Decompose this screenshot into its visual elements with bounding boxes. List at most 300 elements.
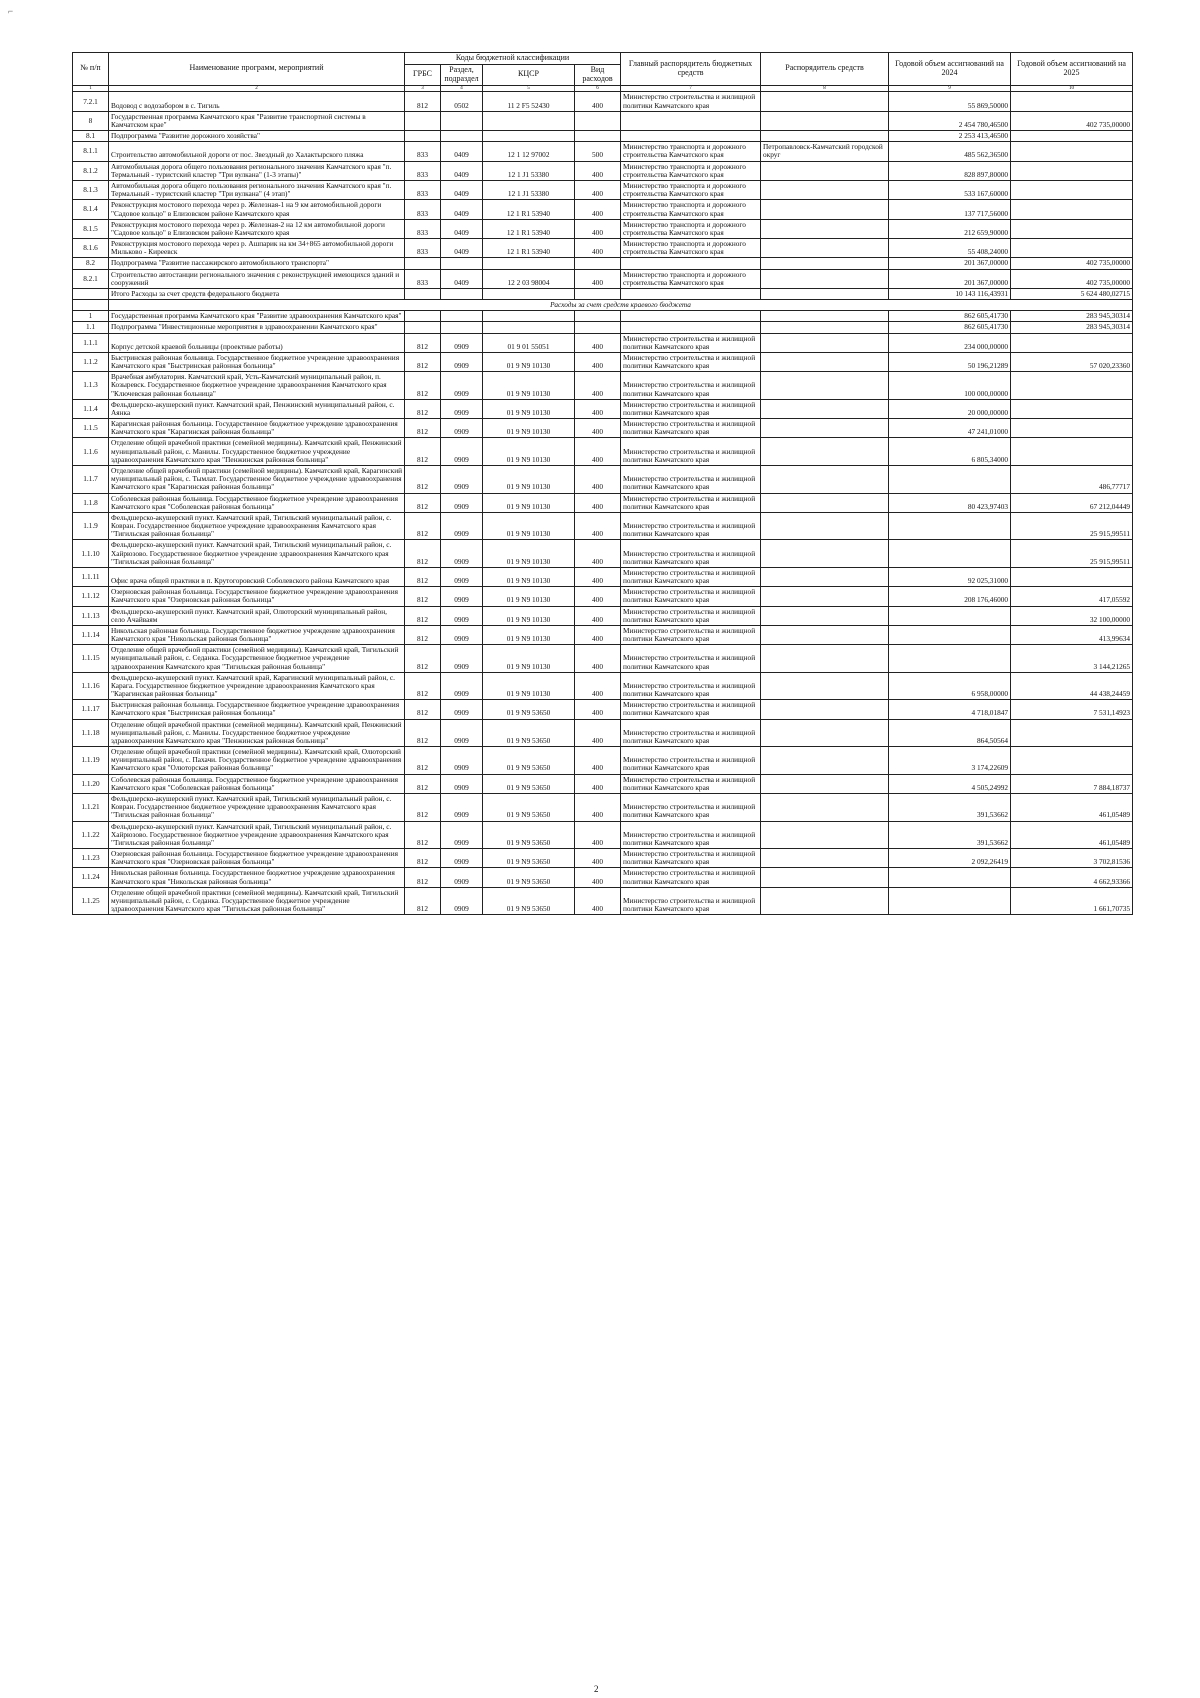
- table-row: [73, 352, 1133, 371]
- row-number: 1.1.13: [73, 606, 109, 625]
- row-glavn: Министерство строительства и жилищной политики Камчатского края: [621, 747, 761, 775]
- row-name: Отделение общей врачебной практики (семейной медицины). Камчатский край, Тигильский муниципальный район, с. Седанка. Государственное бюджетное учреждение здравоохранения Камчатского края "Тигильская районная больница": [109, 645, 405, 673]
- row-name: Подпрограмма "Развитие дорожного хозяйства": [109, 131, 405, 142]
- row-2024: 2 454 780,46500: [889, 111, 1011, 130]
- row-number: 1.1.25: [73, 887, 109, 915]
- row-glavn: Министерство строительства и жилищной политики Камчатского края: [621, 438, 761, 466]
- row-kcsr: 01 9 N9 10130: [483, 352, 575, 371]
- row-razdel: 0909: [441, 606, 483, 625]
- row-name: Государственная программа Камчатского края "Развитие транспортной системы в Камчатском крае": [109, 111, 405, 130]
- row-grbs: 812: [405, 747, 441, 775]
- table-row: [73, 399, 1133, 418]
- row-glavn: Министерство строительства и жилищной политики Камчатского края: [621, 493, 761, 512]
- row-vid: 400: [575, 774, 621, 793]
- table-row: [73, 419, 1133, 438]
- table-row: [73, 111, 1133, 130]
- row-glavn: Министерство строительства и жилищной политики Камчатского края: [621, 821, 761, 849]
- row-name: Строительство автостанции регионального значения с реконструкцией имеющихся зданий и сооружений: [109, 269, 405, 288]
- row-number: 8.2.1: [73, 269, 109, 288]
- row-2025: 283 945,30314: [1011, 322, 1133, 333]
- header-name: Наименование программ, мероприятий: [109, 53, 405, 86]
- row-name: Реконструкция мостового перехода через р. Железная-1 на 9 км автомобильной дороги "Садовое кольцо" в Елизовском районе Камчатского края: [109, 200, 405, 219]
- column-index-cell: 5: [483, 85, 575, 92]
- row-grbs: 812: [405, 672, 441, 700]
- row-kcsr: [483, 258, 575, 269]
- row-glavn: Министерство строительства и жилищной политики Камчатского края: [621, 794, 761, 822]
- row-raspor: [761, 288, 889, 299]
- row-2025: [1011, 719, 1133, 747]
- row-2024: 6 805,34000: [889, 438, 1011, 466]
- row-2024: 533 167,60000: [889, 181, 1011, 200]
- row-grbs: 812: [405, 700, 441, 719]
- row-number: 1.1.16: [73, 672, 109, 700]
- row-vid: 400: [575, 219, 621, 238]
- row-2024: [889, 887, 1011, 915]
- row-2025: 57 020,23360: [1011, 352, 1133, 371]
- row-grbs: 812: [405, 587, 441, 606]
- row-grbs: 812: [405, 868, 441, 887]
- row-2024: 208 176,46000: [889, 587, 1011, 606]
- row-raspor: [761, 719, 889, 747]
- row-vid: 400: [575, 887, 621, 915]
- row-raspor: [761, 352, 889, 371]
- row-name: Фельдшерско-акушерский пункт. Камчатский край, Тигильский муниципальный район, с. Ковран. Государственное бюджетное учреждение здравоохранения Камчатского края "Тигильская районная больница": [109, 512, 405, 540]
- row-name: Озерновская районная больница. Государственное бюджетное учреждение здравоохранения Камчатского края "Озерновская районная больница": [109, 849, 405, 868]
- row-kcsr: 01 9 N9 10130: [483, 645, 575, 673]
- row-number: [73, 288, 109, 299]
- table-row: [73, 161, 1133, 180]
- table-row: [73, 219, 1133, 238]
- row-razdel: 0909: [441, 821, 483, 849]
- row-raspor: [761, 606, 889, 625]
- row-glavn: Министерство транспорта и дорожного строительства Камчатского края: [621, 200, 761, 219]
- row-glavn: Министерство строительства и жилищной политики Камчатского края: [621, 333, 761, 352]
- row-kcsr: 01 9 01 55051: [483, 333, 575, 352]
- row-kcsr: 12 1 R1 53940: [483, 200, 575, 219]
- row-vid: 400: [575, 540, 621, 568]
- row-razdel: 0909: [441, 887, 483, 915]
- row-raspor: [761, 512, 889, 540]
- row-number: 1: [73, 311, 109, 322]
- column-index-cell: 3: [405, 85, 441, 92]
- row-razdel: [441, 311, 483, 322]
- row-name: Офис врача общей практики в п. Крутогоровский Соболевского района Камчатского края: [109, 567, 405, 586]
- row-name: Никольская районная больница. Государственное бюджетное учреждение здравоохранения Камчатского края "Никольская районная больница": [109, 868, 405, 887]
- row-kcsr: [483, 111, 575, 130]
- row-glavn: Министерство транспорта и дорожного строительства Камчатского края: [621, 239, 761, 258]
- row-2024: [889, 512, 1011, 540]
- row-number: 1.1.5: [73, 419, 109, 438]
- row-number: 1.1.1: [73, 333, 109, 352]
- row-name: Врачебная амбулатория. Камчатский край, Усть-Камчатский муниципальный район, п. Козыревск. Государственное бюджетное учреждение здравоохранения Камчатского края "Ключевская районная больница": [109, 372, 405, 400]
- row-grbs: 833: [405, 181, 441, 200]
- row-vid: 400: [575, 269, 621, 288]
- row-grbs: 833: [405, 161, 441, 180]
- row-glavn: Министерство строительства и жилищной политики Камчатского края: [621, 419, 761, 438]
- row-raspor: [761, 322, 889, 333]
- row-2024: 862 605,41730: [889, 311, 1011, 322]
- row-name: Быстринская районная больница. Государственное бюджетное учреждение здравоохранения Камчатского края "Быстринская районная больница": [109, 352, 405, 371]
- table-row: [73, 672, 1133, 700]
- table-row: [73, 311, 1133, 322]
- row-grbs: [405, 131, 441, 142]
- row-grbs: [405, 111, 441, 130]
- table-row: [73, 512, 1133, 540]
- row-2025: [1011, 399, 1133, 418]
- row-kcsr: 01 9 N9 53650: [483, 849, 575, 868]
- row-2025: 3 702,81536: [1011, 849, 1133, 868]
- row-vid: 400: [575, 719, 621, 747]
- row-raspor: [761, 200, 889, 219]
- row-name: Отделение общей врачебной практики (семейной медицины). Камчатский край, Пенжинский муниципальный район, с. Манилы. Государственное бюджетное учреждение здравоохранения Камчатского края "Пенжинская районная больница": [109, 438, 405, 466]
- row-raspor: [761, 269, 889, 288]
- row-razdel: 0909: [441, 493, 483, 512]
- row-2024: 4 505,24992: [889, 774, 1011, 793]
- row-kcsr: [483, 288, 575, 299]
- row-razdel: [441, 111, 483, 130]
- row-vid: 400: [575, 200, 621, 219]
- row-vid: [575, 311, 621, 322]
- row-kcsr: 01 9 N9 10130: [483, 372, 575, 400]
- table-row: [73, 625, 1133, 644]
- row-2025: 67 212,04449: [1011, 493, 1133, 512]
- row-name: Автомобильная дорога общего пользования регионального значения Камчатского края "п. Термальный - туристский кластер "Три вулкана" (1-3 этапы)": [109, 161, 405, 180]
- row-name: Водовод с водозабором в с. Тигиль: [109, 92, 405, 111]
- table-row: [73, 438, 1133, 466]
- row-2024: 20 000,00000: [889, 399, 1011, 418]
- row-raspor: [761, 111, 889, 130]
- table-row: [73, 300, 1133, 311]
- row-2025: 413,99634: [1011, 625, 1133, 644]
- row-kcsr: 12 1 12 97002: [483, 142, 575, 161]
- header-razdel: Раздел, подраздел: [441, 64, 483, 85]
- row-glavn: [621, 311, 761, 322]
- row-razdel: 0909: [441, 567, 483, 586]
- row-2025: 4 662,93366: [1011, 868, 1133, 887]
- row-2025: [1011, 219, 1133, 238]
- row-vid: 400: [575, 868, 621, 887]
- row-grbs: 812: [405, 719, 441, 747]
- row-vid: 400: [575, 567, 621, 586]
- row-vid: [575, 288, 621, 299]
- row-grbs: 812: [405, 821, 441, 849]
- column-index-cell: 1: [73, 85, 109, 92]
- row-2024: 6 958,00000: [889, 672, 1011, 700]
- row-raspor: [761, 258, 889, 269]
- table-row: [73, 849, 1133, 868]
- row-2024: 234 000,00000: [889, 333, 1011, 352]
- header-2024: Годовой объем ассигнований на 2024: [889, 53, 1011, 86]
- row-raspor: [761, 333, 889, 352]
- row-raspor: [761, 868, 889, 887]
- row-kcsr: 01 9 N9 10130: [483, 465, 575, 493]
- row-2024: 10 143 116,43931: [889, 288, 1011, 299]
- table-row: [73, 700, 1133, 719]
- row-number: 1.1.11: [73, 567, 109, 586]
- row-2025: 283 945,30314: [1011, 311, 1133, 322]
- row-2025: 7 884,18737: [1011, 774, 1133, 793]
- table-row: [73, 747, 1133, 775]
- header-2025: Годовой объем ассигнований на 2025: [1011, 53, 1133, 86]
- row-razdel: 0909: [441, 372, 483, 400]
- row-2025: [1011, 333, 1133, 352]
- row-raspor: [761, 219, 889, 238]
- row-grbs: 812: [405, 794, 441, 822]
- row-number: 1.1.22: [73, 821, 109, 849]
- row-kcsr: 01 9 N9 53650: [483, 774, 575, 793]
- header-row-1: [73, 53, 1133, 65]
- row-2024: 212 659,90000: [889, 219, 1011, 238]
- row-number: 1.1.6: [73, 438, 109, 466]
- row-glavn: Министерство строительства и жилищной политики Камчатского края: [621, 868, 761, 887]
- row-grbs: 812: [405, 333, 441, 352]
- row-2024: 55 408,24000: [889, 239, 1011, 258]
- row-vid: [575, 258, 621, 269]
- row-grbs: [405, 288, 441, 299]
- row-glavn: Министерство строительства и жилищной политики Камчатского края: [621, 567, 761, 586]
- row-glavn: Министерство строительства и жилищной политики Камчатского края: [621, 774, 761, 793]
- row-razdel: 0409: [441, 161, 483, 180]
- row-raspor: [761, 567, 889, 586]
- table-row: [73, 606, 1133, 625]
- row-2024: 50 196,21289: [889, 352, 1011, 371]
- table-row: [73, 333, 1133, 352]
- row-name: Отделение общей врачебной практики (семейной медицины). Камчатский край, Пенжинский муниципальный район, с. Манилы. Государственное бюджетное учреждение здравоохранения Камчатского края "Пенжинская районная больница": [109, 719, 405, 747]
- row-razdel: 0409: [441, 219, 483, 238]
- row-2025: [1011, 438, 1133, 466]
- row-glavn: Министерство строительства и жилищной политики Камчатского края: [621, 352, 761, 371]
- table-row: [73, 719, 1133, 747]
- row-number: [73, 300, 109, 311]
- row-number: 8.1: [73, 131, 109, 142]
- row-vid: 400: [575, 849, 621, 868]
- row-number: 1.1.20: [73, 774, 109, 793]
- row-number: 1.1.3: [73, 372, 109, 400]
- row-glavn: Министерство строительства и жилищной политики Камчатского края: [621, 625, 761, 644]
- row-kcsr: 01 9 N9 10130: [483, 606, 575, 625]
- row-razdel: 0909: [441, 774, 483, 793]
- row-razdel: 0909: [441, 587, 483, 606]
- row-razdel: 0409: [441, 200, 483, 219]
- row-raspor: [761, 131, 889, 142]
- table-row: [73, 131, 1133, 142]
- row-grbs: 812: [405, 849, 441, 868]
- row-number: 8.1.2: [73, 161, 109, 180]
- row-vid: 400: [575, 161, 621, 180]
- row-grbs: 812: [405, 606, 441, 625]
- row-raspor: [761, 774, 889, 793]
- row-razdel: 0909: [441, 719, 483, 747]
- row-kcsr: 01 9 N9 53650: [483, 794, 575, 822]
- table-row: [73, 142, 1133, 161]
- row-2025: 461,05489: [1011, 821, 1133, 849]
- row-number: 1.1.12: [73, 587, 109, 606]
- row-glavn: [621, 288, 761, 299]
- row-raspor: [761, 887, 889, 915]
- column-index-cell: 6: [575, 85, 621, 92]
- row-glavn: Министерство строительства и жилищной политики Камчатского края: [621, 849, 761, 868]
- row-kcsr: [483, 322, 575, 333]
- table-row: [73, 567, 1133, 586]
- row-grbs: [405, 311, 441, 322]
- table-row: [73, 322, 1133, 333]
- row-razdel: 0909: [441, 672, 483, 700]
- row-grbs: 833: [405, 269, 441, 288]
- row-vid: 400: [575, 512, 621, 540]
- table-row: [73, 821, 1133, 849]
- row-razdel: 0909: [441, 868, 483, 887]
- table-row: [73, 239, 1133, 258]
- row-raspor: [761, 794, 889, 822]
- row-number: 8.1.1: [73, 142, 109, 161]
- header-num: № п/п: [73, 53, 109, 86]
- row-number: 1.1.15: [73, 645, 109, 673]
- row-number: 8.1.4: [73, 200, 109, 219]
- row-razdel: 0909: [441, 540, 483, 568]
- header-grbs: ГРБС: [405, 64, 441, 85]
- row-name: Итого Расходы за счет средств федерального бюджета: [109, 288, 405, 299]
- column-index-cell: 9: [889, 85, 1011, 92]
- row-2024: 391,53662: [889, 821, 1011, 849]
- row-kcsr: 01 9 N9 10130: [483, 672, 575, 700]
- row-kcsr: 01 9 N9 53650: [483, 700, 575, 719]
- row-2025: [1011, 131, 1133, 142]
- row-number: 8: [73, 111, 109, 130]
- row-2024: 864,50564: [889, 719, 1011, 747]
- row-kcsr: 01 9 N9 10130: [483, 493, 575, 512]
- table-row: [73, 465, 1133, 493]
- row-grbs: 812: [405, 419, 441, 438]
- row-vid: 400: [575, 606, 621, 625]
- row-razdel: 0409: [441, 181, 483, 200]
- row-vid: 400: [575, 352, 621, 371]
- column-index-cell: 8: [761, 85, 889, 92]
- row-vid: [575, 111, 621, 130]
- row-razdel: 0909: [441, 352, 483, 371]
- row-number: 1.1.7: [73, 465, 109, 493]
- row-kcsr: 01 9 N9 10130: [483, 540, 575, 568]
- row-2025: 417,05592: [1011, 587, 1133, 606]
- row-2024: 391,53662: [889, 794, 1011, 822]
- row-name: Фельдшерско-акушерский пункт. Камчатский край, Тигильский муниципальный район, с. Хайрюзово. Государственное бюджетное учреждение здравоохранения Камчатского края "Тигильская районная больница": [109, 821, 405, 849]
- row-2024: 485 562,36500: [889, 142, 1011, 161]
- row-name: Реконструкция мостового перехода через р. Железная-2 на 12 км автомобильной дороги "Садовое кольцо" в Елизовском районе Камчатского края: [109, 219, 405, 238]
- table-row: [73, 868, 1133, 887]
- table-row: [73, 258, 1133, 269]
- row-grbs: [405, 258, 441, 269]
- row-raspor: [761, 465, 889, 493]
- row-2024: 47 241,01000: [889, 419, 1011, 438]
- row-razdel: 0909: [441, 419, 483, 438]
- table-row: [73, 645, 1133, 673]
- row-glavn: Министерство строительства и жилищной политики Камчатского края: [621, 540, 761, 568]
- row-kcsr: [483, 131, 575, 142]
- row-name: Автомобильная дорога общего пользования регионального значения Камчатского края "п. Термальный - туристский кластер "Три вулкана" (4 этап)": [109, 181, 405, 200]
- row-grbs: 833: [405, 200, 441, 219]
- row-kcsr: 01 9 N9 53650: [483, 747, 575, 775]
- row-name: Фельдшерско-акушерский пункт. Камчатский край, Тигильский муниципальный район, с. Хайрюзово. Государственное бюджетное учреждение здравоохранения Камчатского края "Тигильская районная больница": [109, 540, 405, 568]
- row-raspor: [761, 419, 889, 438]
- row-2024: [889, 625, 1011, 644]
- row-glavn: Министерство строительства и жилищной политики Камчатского края: [621, 92, 761, 111]
- row-grbs: 812: [405, 567, 441, 586]
- budget-table: [72, 52, 1133, 915]
- row-glavn: Министерство транспорта и дорожного строительства Камчатского края: [621, 142, 761, 161]
- row-grbs: 812: [405, 465, 441, 493]
- row-name: Озерновская районная больница. Государственное бюджетное учреждение здравоохранения Камчатского края "Озерновская районная больница": [109, 587, 405, 606]
- row-kcsr: 01 9 N9 53650: [483, 887, 575, 915]
- row-vid: 400: [575, 821, 621, 849]
- row-2024: 100 000,00000: [889, 372, 1011, 400]
- row-name: Отделение общей врачебной практики (семейной медицины). Камчатский край, Тигильский муниципальный район, с. Седанка. Государственное бюджетное учреждение здравоохранения Камчатского края "Тигильская районная больница": [109, 887, 405, 915]
- row-raspor: [761, 311, 889, 322]
- header-raspor: Распорядитель средств: [761, 53, 889, 86]
- table-row: [73, 540, 1133, 568]
- column-index-cell: 7: [621, 85, 761, 92]
- row-name: Государственная программа Камчатского края "Развитие здравоохранения Камчатского края": [109, 311, 405, 322]
- row-kcsr: 01 9 N9 10130: [483, 512, 575, 540]
- row-glavn: Министерство транспорта и дорожного строительства Камчатского края: [621, 269, 761, 288]
- row-name: Отделение общей врачебной практики (семейной медицины). Камчатский край, Олюторский муниципальный район, с. Пахачи. Государственное бюджетное учреждение здравоохранения Камчатского края "Олюторская районная больница": [109, 747, 405, 775]
- column-index-cell: 2: [109, 85, 405, 92]
- table-row: [73, 372, 1133, 400]
- row-razdel: 0409: [441, 142, 483, 161]
- row-glavn: Министерство строительства и жилищной политики Камчатского края: [621, 512, 761, 540]
- row-kcsr: 01 9 N9 10130: [483, 399, 575, 418]
- row-razdel: 0909: [441, 849, 483, 868]
- row-2024: [889, 540, 1011, 568]
- row-glavn: [621, 131, 761, 142]
- row-glavn: Министерство строительства и жилищной политики Камчатского края: [621, 399, 761, 418]
- row-vid: 400: [575, 493, 621, 512]
- row-number: 1.1.2: [73, 352, 109, 371]
- row-razdel: 0909: [441, 700, 483, 719]
- row-razdel: 0909: [441, 625, 483, 644]
- row-razdel: 0909: [441, 794, 483, 822]
- column-index-cell: 10: [1011, 85, 1133, 92]
- row-2024: 2 253 413,46500: [889, 131, 1011, 142]
- row-2025: 402 735,00000: [1011, 258, 1133, 269]
- row-glavn: Министерство строительства и жилищной политики Камчатского края: [621, 606, 761, 625]
- row-grbs: 812: [405, 512, 441, 540]
- row-raspor: [761, 700, 889, 719]
- row-glavn: [621, 111, 761, 130]
- row-grbs: 812: [405, 540, 441, 568]
- table-row: [73, 269, 1133, 288]
- row-glavn: Министерство строительства и жилищной политики Камчатского края: [621, 700, 761, 719]
- row-2025: [1011, 181, 1133, 200]
- row-razdel: 0909: [441, 645, 483, 673]
- table-row: [73, 181, 1133, 200]
- row-kcsr: [483, 311, 575, 322]
- row-number: 1.1.24: [73, 868, 109, 887]
- row-raspor: [761, 645, 889, 673]
- row-grbs: 812: [405, 493, 441, 512]
- row-raspor: [761, 625, 889, 644]
- header-kcsr: КЦСР: [483, 64, 575, 85]
- row-raspor: [761, 849, 889, 868]
- row-razdel: 0409: [441, 269, 483, 288]
- row-raspor: Петропавловск-Камчатский городской округ: [761, 142, 889, 161]
- budget-page: [72, 52, 1132, 915]
- row-vid: 400: [575, 372, 621, 400]
- row-vid: 500: [575, 142, 621, 161]
- row-glavn: [621, 322, 761, 333]
- row-grbs: 812: [405, 352, 441, 371]
- table-row: [73, 794, 1133, 822]
- row-number: 1.1.9: [73, 512, 109, 540]
- row-name: Подпрограмма "Инвестиционные мероприятия в здравоохранении Камчатского края": [109, 322, 405, 333]
